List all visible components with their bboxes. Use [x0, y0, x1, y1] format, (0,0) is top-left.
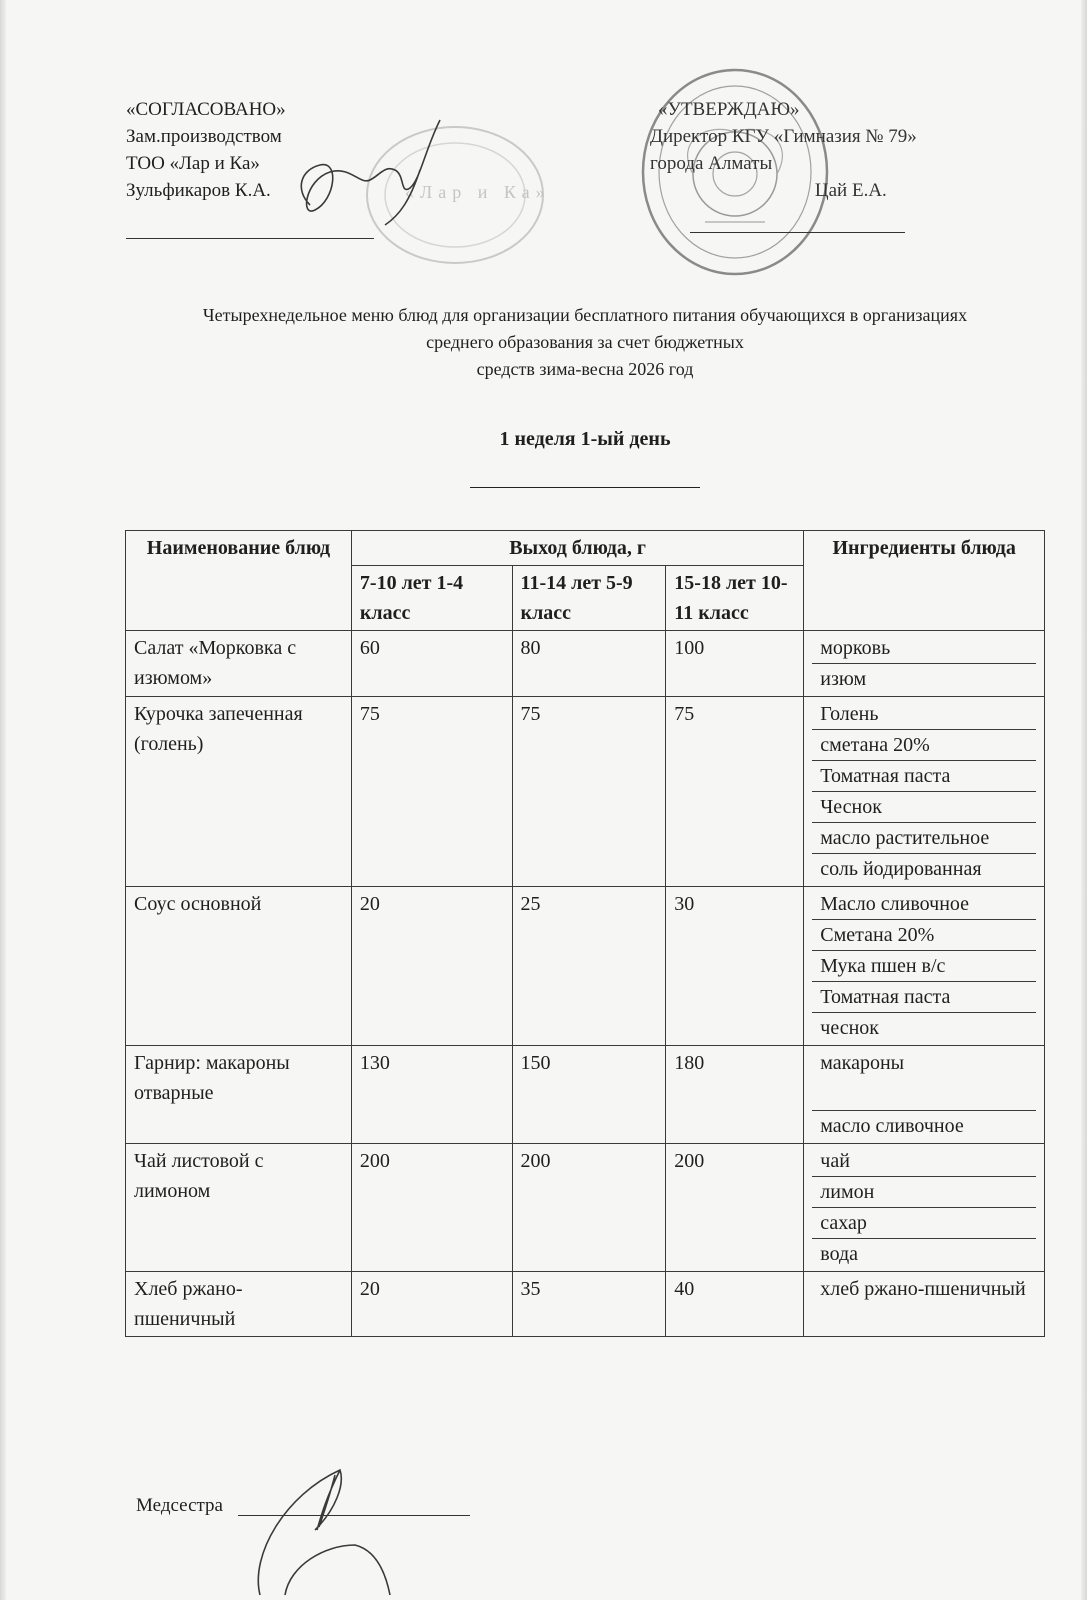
table-header-row [126, 531, 1045, 566]
dish-name: Хлеб ржано-пшеничный [126, 1272, 352, 1337]
menu-table [125, 530, 1045, 1337]
ingredient-item: Чеснок [812, 792, 1036, 823]
ingredient-item: сахар [812, 1208, 1036, 1239]
table-row [126, 1144, 1045, 1272]
ingredients-cell [804, 1144, 1045, 1272]
ingredients-list [812, 1048, 1036, 1141]
approval-left-organization: ТОО «Лар и Ка» [126, 153, 260, 174]
dish-name: Салат «Морковка с изюмом» [126, 631, 352, 697]
output-age-15-18: 180 [666, 1046, 804, 1144]
ingredient-item: Мука пшен в/с [812, 951, 1036, 982]
ingredient-item: макароны [812, 1048, 1036, 1111]
approval-right-position: Директор КГУ «Гимназия № 79» [650, 126, 917, 147]
ingredient-item: изюм [820, 668, 867, 690]
output-age-11-14: 80 [512, 631, 666, 697]
ingredients-cell [804, 887, 1045, 1046]
output-age-11-14: 75 [512, 697, 666, 887]
signature-nurse-icon [245, 1455, 405, 1600]
output-age-15-18: 40 [666, 1272, 804, 1337]
output-age-7-10: 130 [351, 1046, 512, 1144]
approval-right-city: города Алматы [650, 153, 773, 174]
approval-left-block [126, 96, 286, 204]
output-age-7-10: 200 [351, 1144, 512, 1272]
ingredient-item: Голень [812, 699, 1036, 730]
output-age-7-10: 20 [351, 1272, 512, 1337]
header-age-15-18: 15-18 лет 10-11 класс [666, 566, 804, 631]
ingredient-item: лимон [812, 1177, 1036, 1208]
output-age-11-14: 25 [512, 887, 666, 1046]
paper-edge-left [0, 0, 6, 1600]
ingredients-list [812, 1274, 1036, 1304]
approval-left-name: Зульфикаров К.А. [126, 180, 271, 201]
day-title: 1 неделя 1-ый день [499, 428, 671, 450]
output-age-11-14: 35 [512, 1272, 666, 1337]
ingredient-item: масло сливочное [820, 1115, 964, 1137]
output-age-7-10: 20 [351, 887, 512, 1046]
ingredient-item: сметана 20% [812, 730, 1036, 761]
document-title [120, 302, 1050, 383]
paper-edge-right [1081, 0, 1087, 1600]
ingredient-item: Сметана 20% [812, 920, 1036, 951]
ingredient-item: Томатная паста [812, 982, 1036, 1013]
output-age-15-18: 30 [666, 887, 804, 1046]
output-age-15-18: 200 [666, 1144, 804, 1272]
table-row [126, 697, 1045, 887]
output-age-7-10: 75 [351, 697, 512, 887]
ingredient-item: масло растительное [812, 823, 1036, 854]
table-row [126, 631, 1045, 697]
output-age-11-14: 200 [512, 1144, 666, 1272]
ingredients-cell [804, 1272, 1045, 1337]
table-row [126, 887, 1045, 1046]
header-age-11-14: 11-14 лет 5-9 класс [512, 566, 666, 631]
approval-left-sign-line [126, 238, 374, 239]
ingredients-cell [804, 1046, 1045, 1144]
output-age-15-18: 75 [666, 697, 804, 887]
ingredient-item: вода [820, 1243, 859, 1265]
ingredient-item: Масло сливочное [812, 889, 1036, 920]
nurse-label: Медсестра [136, 1495, 223, 1516]
table-row [126, 1272, 1045, 1337]
dish-name: Чай листовой с лимоном [126, 1144, 352, 1272]
table-row [126, 1046, 1045, 1144]
ingredient-item: чеснок [820, 1017, 879, 1039]
approval-right-name: Цай Е.А. [814, 180, 887, 201]
ingredients-list [812, 1146, 1036, 1269]
approval-right-block [650, 96, 917, 204]
output-age-11-14: 150 [512, 1046, 666, 1144]
ingredient-item: морковь [812, 633, 1036, 664]
approval-right-title: «УТВЕРЖДАЮ» [658, 99, 800, 120]
ingredient-item: хлеб ржано-пшеничный [820, 1278, 1026, 1300]
ingredient-item: Томатная паста [812, 761, 1036, 792]
ingredients-cell [804, 697, 1045, 887]
output-age-15-18: 100 [666, 631, 804, 697]
document-title-line3: средств зима-весна 2026 год [476, 359, 694, 379]
approval-right-sign-line [690, 232, 905, 233]
ingredients-list [812, 699, 1036, 884]
header-output: Выход блюда, г [351, 531, 803, 566]
ingredients-list [812, 633, 1036, 694]
day-underline [470, 487, 700, 488]
ingredients-list [812, 889, 1036, 1043]
ingredient-item: чай [812, 1146, 1036, 1177]
document-title-line2: среднего образования за счет бюджетных [426, 332, 744, 352]
company-stamp-text: «Лар и Ка» [405, 182, 551, 202]
approval-left-title: «СОГЛАСОВАНО» [126, 99, 286, 120]
approval-left-position: Зам.производством [126, 126, 282, 147]
header-dish-name: Наименование блюд [126, 531, 352, 631]
dish-name: Курочка запеченная (голень) [126, 697, 352, 887]
ingredient-item: соль йодированная [820, 858, 982, 880]
signature-left-icon [290, 110, 450, 230]
output-age-7-10: 60 [351, 631, 512, 697]
ingredients-cell [804, 631, 1045, 697]
header-ingredients: Ингредиенты блюда [804, 531, 1045, 631]
header-age-7-10: 7-10 лет 1-4 класс [351, 566, 512, 631]
document-title-line1: Четырехнедельное меню блюд для организации бесплатного питания обучающихся в организациях [202, 305, 968, 325]
dish-name: Гарнир: макароны отварные [126, 1046, 352, 1144]
dish-name: Соус основной [126, 887, 352, 1046]
